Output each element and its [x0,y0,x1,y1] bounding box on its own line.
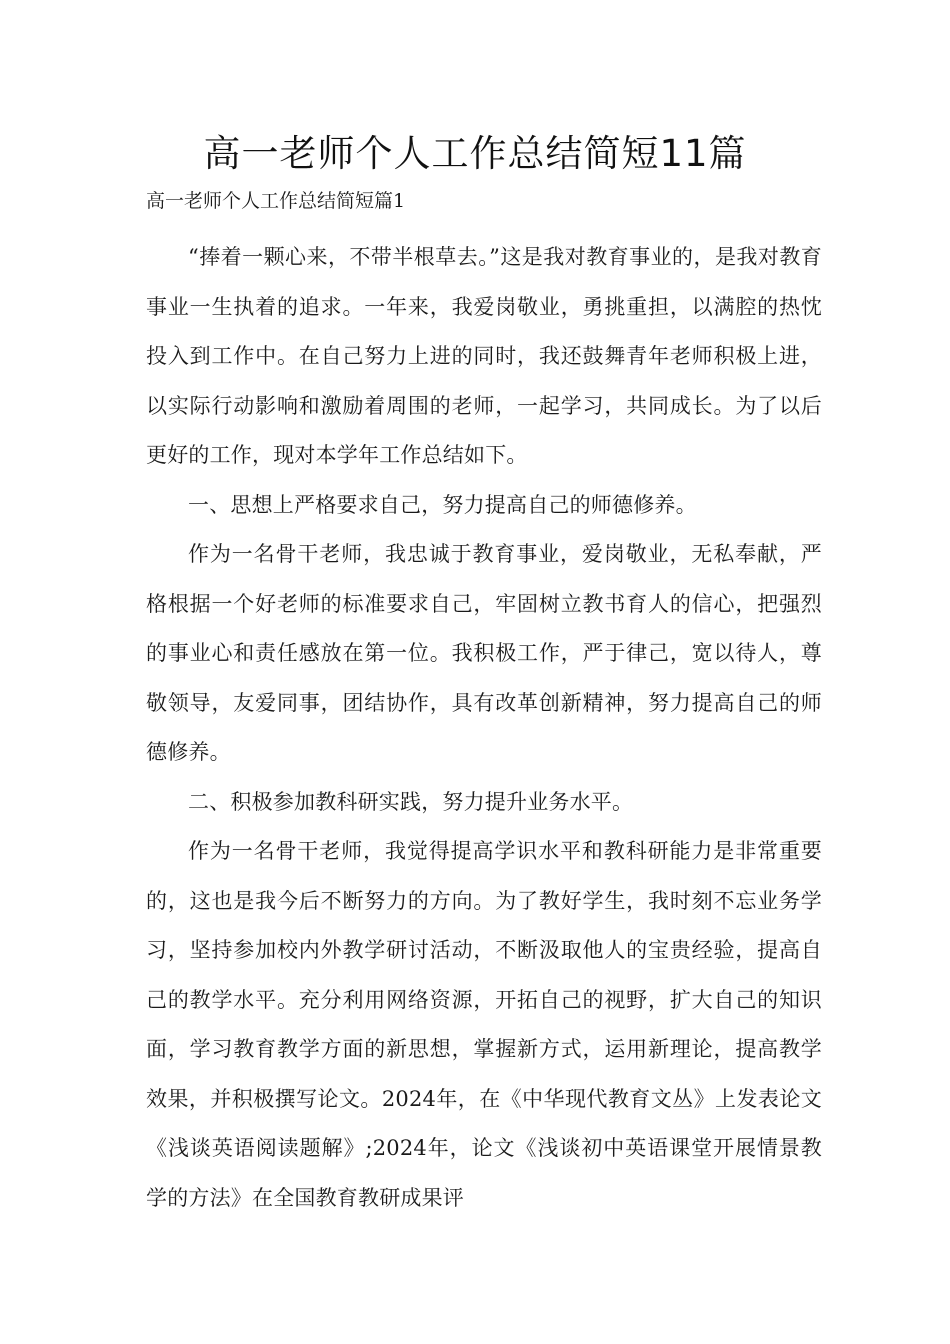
document-title: 高一老师个人工作总结简短11篇 [203,132,747,175]
section-heading-2: 二、积极参加教科研实践，努力提升业务水平。 [188,789,634,814]
section-heading-1: 一、思想上严格要求自己，努力提高自己的师德修养。 [188,492,697,517]
document-body [146,233,822,1223]
paragraph-intro: “捧着一颗心来，不带半根草去。”这是我对教育事业的，是我对教育事业一生执着的追求。一年来，我爱岗敬业，勇挑重担，以满腔的热忱投入到工作中。在自己努力上进的同时，我还鼓舞青年老师积极上进，以实际行动影响和激励着周围的老师，一起学习，共同成长。为了以后更好的工作，现对本学年工作总结如下。 [146,245,822,467]
paragraph-section-2: 作为一名骨干老师，我觉得提高学识水平和教科研能力是非常重要的，这也是我今后不断努力的方向。为了教好学生，我时刻不忘业务学习，坚持参加校内外教学研讨活动，不断汲取他人的宝贵经验，提高自己的教学水平。充分利用网络资源，开拓自己的视野，扩大自己的知识面，学习教育教学方面的新思想，掌握新方式，运用新理论，提高教学效果，并积极撰写论文。2024年，在《中华现代教育文丛》上发表论文《浅谈英语阅读题解》;2024年，论文《浅谈初中英语课堂开展情景教学的方法》在全国教育教研成果评 [146,839,822,1210]
section-subtitle: 高一老师个人工作总结简短篇1 [146,190,406,212]
paragraph-section-1: 作为一名骨干老师，我忠诚于教育事业，爱岗敬业，无私奉献，严格根据一个好老师的标准要求自己，牢固树立教书育人的信心，把强烈的事业心和责任感放在第一位。我积极工作，严于律己，宽以待人，尊敬领导，友爱同事，团结协作，具有改革创新精神，努力提高自己的师德修养。 [146,542,822,764]
